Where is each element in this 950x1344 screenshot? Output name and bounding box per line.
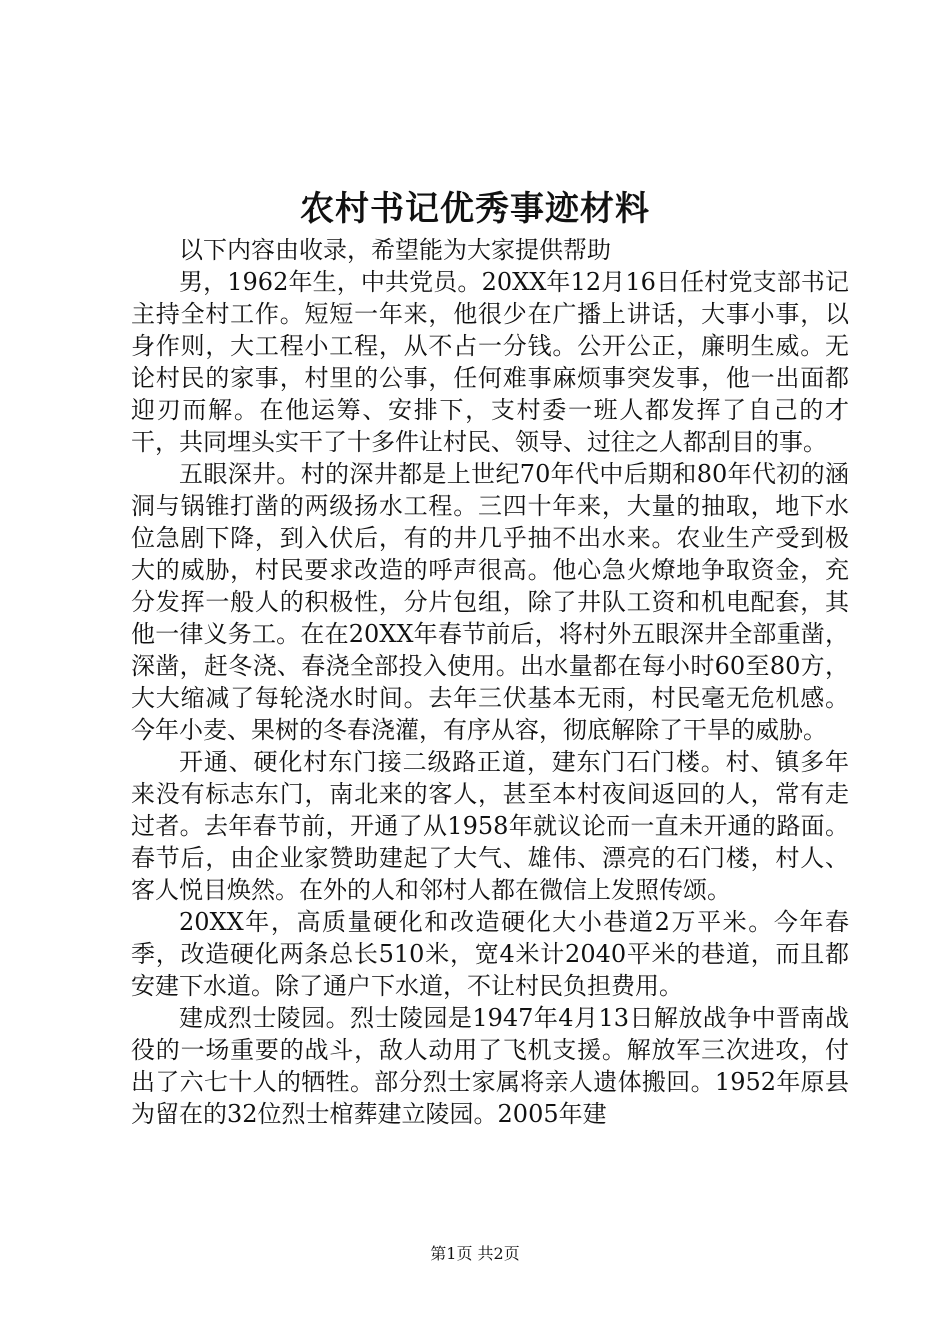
document-body <box>131 234 849 1130</box>
paragraph-wells: 五眼深井。村的深井都是上世纪70年代中后期和80年代初的涵洞与锅锥打凿的两级扬水工程。三四十年来，大量的抽取，地下水位急剧下降，到入伏后，有的井几乎抽不出水来。农业生产受到极大的威胁，村民要求改造的呼声很高。他心急火燎地争取资金，充分发挥一般人的积极性，分片包组，除了井队工资和机电配套，其他一律义务工。在在20XX年春节前后，将村外五眼深井全部重凿，深凿，赶冬浇、春浇全部投入使用。出水量都在每小时60至80方，大大缩减了每轮浇水时间。去年三伏基本无雨，村民毫无危机感。今年小麦、果树的冬春浇灌，有序从容，彻底解除了干旱的威胁。 <box>131 460 849 744</box>
paragraph-lanes: 20XX年，高质量硬化和改造硬化大小巷道2万平米。今年春季，改造硬化两条总长510米，宽4米计2040平米的巷道，而且都安建下水道。除了通户下水道，不让村民负担费用。 <box>131 908 849 1000</box>
document-title: 农村书记优秀事迹材料 <box>300 189 650 229</box>
paragraph-profile: 男，1962年生，中共党员。20XX年12月16日任村党支部书记主持全村工作。短短一年来，他很少在广播上讲话，大事小事，以身作则，大工程小工程，从不占一分钱。公开公正，廉明生威。无论村民的家事，村里的公事，任何难事麻烦事突发事，他一出面都迎刃而解。在他运筹、安排下，支村委一班人都发挥了自己的才干，共同埋头实干了十多件让村民、领导、过往之人都刮目的事。 <box>131 268 849 456</box>
page-number-footer: 第1页 共2页 <box>430 1244 520 1263</box>
intro-line: 以下内容由收录，希望能为大家提供帮助 <box>179 236 611 264</box>
paragraph-cemetery: 建成烈士陵园。烈士陵园是1947年4月13日解放战争中晋南战役的一场重要的战斗，敌人动用了飞机支援。解放军三次进攻，付出了六七十人的牺牲。部分烈士家属将亲人遗体搬回。1952年原县为留在的32位烈士棺葬建立陵园。2005年建 <box>131 1004 849 1128</box>
paragraph-east-gate: 开通、硬化村东门接二级路正道，建东门石门楼。村、镇多年来没有标志东门，南北来的客人，甚至本村夜间返回的人，常有走过者。去年春节前，开通了从1958年就议论而一直未开通的路面。春节后，由企业家赞助建起了大气、雄伟、漂亮的石门楼，村人、客人悦目焕然。在外的人和邻村人都在微信上发照传颂。 <box>131 748 849 904</box>
